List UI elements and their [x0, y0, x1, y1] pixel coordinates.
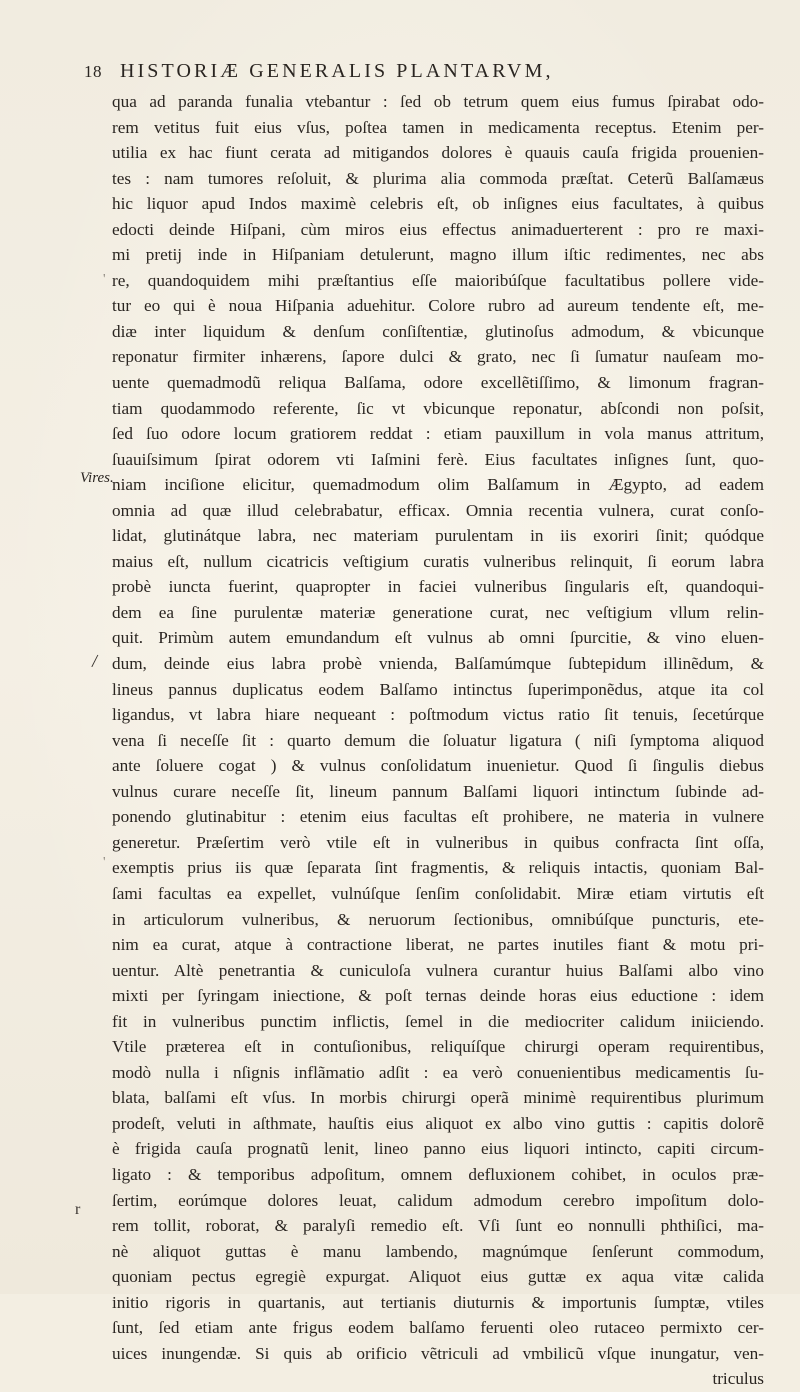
text-line: nè aliquot guttas è manu lambendo, magnúmque ſenſerunt commodum,	[112, 1241, 764, 1261]
text-line: ante ſoluere cogat ) & vulnus conſolidatum inuenietur. Quod ſi ſingulis diebus	[112, 756, 764, 776]
text-line: ſami facultas ea expellet, vulnúſque ſenſim conſolidabit. Miræ etiam virtutis eſt	[112, 883, 764, 903]
text-line: ponendo glutinabitur : etenim eius facultas eſt prohibere, ne materia in vulnere	[112, 807, 764, 827]
text-line: re, quandoquidem mihi præſtantius eſſe maioribúſque facultatibus pollere vide-	[112, 270, 764, 290]
text-line: reponatur firmiter inhærens, ſapore dulci & grato, nec ſi ſumatur nauſeam mo-	[112, 347, 764, 367]
text-line: Vtile præterea eſt in contuſionibus, reliquíſque chirurgi operam requirentibus,	[112, 1037, 764, 1057]
text-line: exemptis prius iis quæ ſeparata ſint fragmentis, & reliquis intactis, quoniam Bal-	[112, 858, 764, 878]
text-line: lineus pannus duplicatus eodem Balſamo intinctus ſuperimponẽdus, atque ita col	[112, 679, 764, 699]
margin-mark-tick: '	[103, 855, 106, 870]
text-line: modò nulla i nſignis inflãmatio adſit : ea verò conuenientibus medicamentis ſu-	[112, 1062, 764, 1082]
text-line: utilia ex hac fiunt cerata ad mitigandos dolores è quauis cauſa frigida prouenien-	[112, 143, 764, 163]
text-line: quit. Primùm autem emundandum eſt vulnus ab omni ſpurcitie, & vino eluen-	[112, 628, 764, 648]
text-line: ſed ſuo odore locum gratiorem reddat : etiam pauxillum in vola manus attritum,	[112, 424, 764, 444]
text-line: mi pretij inde in Hiſpaniam detulerunt, magno illum iſtic redimentes, nec abs	[112, 245, 764, 265]
text-line: blata, balſami eſt vſus. In morbis chirurgi operã minimè requirentibus plurimum	[112, 1088, 764, 1108]
text-line: edocti deinde Hiſpani, cùm miros eius effectus animaduerterent : pro re maxi-	[112, 219, 764, 239]
text-line: omnia ad quæ illud celebrabatur, efficax. Omnia recentia vulnera, curat conſo-	[112, 500, 764, 520]
margin-mark-tick: '	[103, 272, 106, 287]
text-line: vulnus curare neceſſe ſit, lineum pannum Balſami liquori intinctum ſubinde ad-	[112, 781, 764, 801]
text-line: maius eſt, nullum cicatricis veſtigium curatis vulneribus relinquit, ſi eorum labra	[112, 551, 764, 571]
text-line: prodeſt, veluti in aſthmate, hauſtis eius aliquot ex albo vino guttis : capitis dolorẽ	[112, 1113, 764, 1133]
text-line: ligandus, vt labra hiare nequeant : poſtmodum victus ratio ſit tenuis, ſecetúrque	[112, 705, 764, 725]
text-line: è frigida cauſa prognatũ lenit, lineo panno eius liquori intincto, capiti circum-	[112, 1139, 764, 1159]
text-line: triculus	[712, 1369, 764, 1389]
text-line: uices inungendæ. Si quis ab orificio vẽtriculi ad vmbilicũ vſque inungatur, ven-	[112, 1343, 764, 1363]
text-line: quoniam pectus egregiè expurgat. Aliquot eius guttæ ex aqua vitæ calida	[112, 1267, 764, 1287]
text-line: rem vetitus fuit eius vſus, poſtea tamen in medicamenta receptus. Etenim per-	[112, 117, 764, 137]
text-line: qua ad paranda funalia vtebantur : ſed ob tetrum quem eius fumus ſpirabat odo-	[112, 92, 764, 111]
margin-mark-corner: r	[75, 1201, 81, 1218]
text-line: niam inciſione elicitur, quemadmodum olim Balſamum in Ægypto, ad eadem	[112, 475, 764, 495]
text-line: mixti per ſyringam iniectione, & poſt ternas deinde horas eius eductione : idem	[112, 986, 764, 1006]
text-line: hic liquor apud Indos maximè celebris eſt, ob inſignes eius facultates, à quibus	[112, 194, 764, 214]
text-line: nim ea curat, atque à contractione liberat, ne partes inutiles fiant & motu pri-	[112, 935, 764, 955]
text-line: vena ſi neceſſe ſit : quarto demum die ſoluatur ligatura ( niſi ſymptoma aliquod	[112, 730, 764, 750]
text-line: ſuauiſsimum ſpirat odorem vti Iaſmini ferè. Eius facultates inſignes ſunt, quo-	[112, 449, 764, 469]
text-line: dum, deinde eius labra probè vnienda, Balſamúmque ſubtepidum illinẽdum, &	[112, 654, 764, 674]
text-line: lidat, glutinátque labra, nec materiam purulentam in iis exoriri ſinit; quódque	[112, 526, 764, 546]
page-header	[84, 60, 744, 86]
margin-mark-slash: /	[90, 650, 99, 673]
text-line: uente quemadmodũ reliqua Balſama, odore excellẽtiſſimo, & limonum fragran-	[112, 373, 764, 393]
page-number: 18	[84, 62, 102, 81]
text-line: fit in vulneribus punctim inflictis, ſemel in die mediocriter calidum iniiciendo.	[112, 1011, 764, 1031]
body-text	[112, 89, 764, 1392]
text-line: tes : nam tumores reſoluit, & plurima alia commoda præſtat. Ceterũ Balſamæus	[112, 168, 764, 188]
text-line: tur eo qui è noua Hiſpania aduehitur. Colore rubro ad aureum tendente eſt, me-	[112, 296, 764, 316]
text-line: probè iuncta fuerint, quapropter in faciei vulneribus ſingularis eſt, quandoqui-	[112, 577, 764, 597]
text-line: tiam quodammodo referente, ſic vt vbicunque reponatur, abſcondi non poſsit,	[112, 398, 764, 418]
text-line: diæ inter liquidum & denſum conſiſtentiæ, glutinoſus admodum, & vbicunque	[112, 321, 764, 341]
text-line: ſertim, eorúmque dolores leuat, calidum admodum cerebro impoſitum dolo-	[112, 1190, 764, 1210]
margin-note-vires: Vires.	[80, 470, 114, 486]
text-line: ligato : & temporibus adpoſitum, omnem defluxionem cohibet, in oculos præ-	[112, 1164, 764, 1184]
text-line: ſunt, ſed etiam ante frigus eodem balſamo feruenti oleo rutaceo permixto cer-	[112, 1318, 764, 1338]
text-line: dem ea ſine purulentæ materiæ generatione curat, nec veſtigium vllum relin-	[112, 602, 764, 622]
running-title: HISTORIÆ GENERALIS PLANTARVM,	[120, 60, 554, 82]
text-line: in articulorum vulneribus, & neruorum ſectionibus, omnibúſque puncturis, ete-	[112, 909, 764, 929]
text-line: generetur. Præſertim verò vtile eſt in vulneribus in quibus confracta ſint oſſa,	[112, 832, 764, 852]
text-line: rem tollit, roborat, & paralyſi remedio eſt. Vſi ſunt eo nonnulli phthiſici, ma-	[112, 1216, 764, 1236]
text-line: initio rigoris in quartanis, aut tertianis diuturnis & importunis ſumptæ, vtiles	[112, 1292, 764, 1312]
text-line: uentur. Altè penetrantia & cuniculoſa vulnera curantur huius Balſami albo vino	[112, 960, 764, 980]
